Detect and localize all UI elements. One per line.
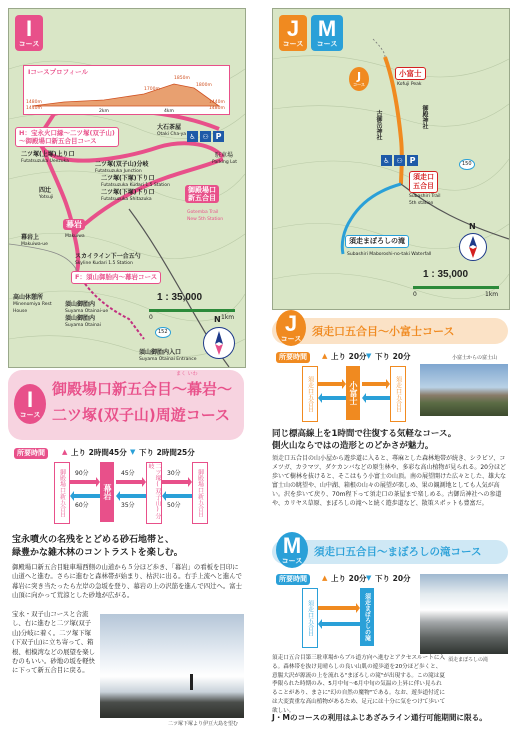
route-box-2: 幕岩 <box>100 462 114 522</box>
toilet-icon: ♿ <box>187 131 198 142</box>
course-j-photo-caption: 小富士からの富士山 <box>452 355 498 361</box>
j-small-word: コース <box>353 82 365 87</box>
label-upper: 二ツ塚(上塚)上り口 <box>21 151 75 158</box>
course-i-up <box>71 447 127 458</box>
course-i-up-label: 上り <box>71 448 86 457</box>
course-jm-map <box>272 8 510 310</box>
course-j-title-word: コース <box>280 335 302 343</box>
label-junction-en: Futatsuzuka Junction <box>95 169 142 174</box>
course-m-title-letter: M <box>282 533 302 558</box>
label-suyama-out-en: Suyama Otainai-ue <box>65 309 109 314</box>
m-up-arrow-icon: ▲ <box>322 574 328 582</box>
course-m-title-badge <box>276 532 308 568</box>
label-lower-lower-en: Futatsuzuka Shitazuka <box>101 197 152 202</box>
jm-scale-bar <box>413 286 499 289</box>
course-j-up-time: 20分 <box>348 352 367 361</box>
course-i-up-time: 2時間45分 <box>88 448 127 457</box>
profile-km1: 2km <box>99 109 109 114</box>
course-m-up-time: 20分 <box>348 574 367 583</box>
gotemba-tag-en: Gotemba Trail New 5th Station <box>187 210 224 222</box>
route-time-down-2: 35分 <box>121 502 135 509</box>
scale-bar <box>149 309 235 312</box>
course-m-title: 須走口五合目〜まぼろしの滝コース <box>314 546 482 558</box>
route-time-up-1: 90分 <box>75 470 89 477</box>
jm-compass-icon <box>459 233 487 261</box>
course-j-badge <box>279 15 307 51</box>
up-arrow-icon: ▲ <box>62 448 68 456</box>
course-i-route <box>8 460 244 526</box>
jm-scale-text: 1 : 35,000 <box>423 269 469 280</box>
course-j-body: 須走口五合目の山小屋から遊歩道に入ると、蕁麻とした森林地帯が続き、シラビソ、コメツガ、カラマツ、ダケカンバなどの原生林や、多彩な高山植物が見られる。20分ほど歩いて樹林を抜けると、そこはもう小富士の山頂。南の展望開けた広々とした、雄大な富士山の眺望や、山中湖、箱根の山々の展望が楽しめ、果の観測地としても人気が高い。沢を歩いて戻り、70m程下って須走口の茶屋まで楽しめる。古御岳神社への参道や、カリヤス草原、まぼろしの滝へと続く遊歩道など、散策スポットも豊富だ。 <box>272 455 507 507</box>
course-i-title-main: 御殿場口新五合目〜幕岩〜 <box>52 380 233 398</box>
lodge-tag: 須走口 五合目 <box>409 171 438 193</box>
lodge-tag-en: Subashiri Trail 5th station <box>409 194 441 206</box>
course-m-down <box>375 573 411 584</box>
m-route-arrows <box>276 586 406 650</box>
scale-zero: 0 <box>149 314 153 321</box>
jm-north-label: N <box>469 222 476 231</box>
j-route-arrows <box>276 364 416 424</box>
label-suyama-in: 須山御胎内 <box>65 315 96 322</box>
route-time-down-1: 60分 <box>75 502 89 509</box>
parking-icon: P <box>213 131 224 142</box>
label-suyama-entr-en: Suyama Otainai Entrance <box>139 357 197 362</box>
course-i-down-label: 下り <box>139 448 154 457</box>
profile-right1: 1440m <box>209 100 225 105</box>
course-j-title: 須走口五合目〜小富士コース <box>312 325 455 338</box>
course-m-down-time: 20分 <box>392 574 411 583</box>
course-i-profile-title: Iコースプロフィール <box>28 68 88 76</box>
course-j-badge-letter: J <box>286 16 300 41</box>
course-m-up-label: 上り <box>331 574 346 583</box>
route-h-label: H：宝永火口縁〜二ツ塚(双子山) 〜御殿場口新五合目コース <box>15 127 119 147</box>
label-skyline: スカイライン下一合五勺 <box>75 253 141 260</box>
j-small-letter: J <box>356 70 362 83</box>
jm-road-number: 150 <box>459 159 475 170</box>
course-j-up-label: 上り <box>331 352 346 361</box>
route-box-3: 二ツ塚(双子山)分岐 <box>146 462 162 524</box>
route-arrows <box>8 460 244 526</box>
profile-km2: 4km <box>164 109 174 114</box>
course-i-map <box>8 8 246 368</box>
route-time-down-3: 50分 <box>167 502 181 509</box>
course-m-body: 須走口五合目第三駐車場からブル道方向へ進むとアクセスルートに入る。森林帯を抜け見晴らしの良い山肌の遊歩道を20分ほど歩くと、意腸大沢が源流の上を流れる"まぼろしの滝"が出現する。この滝は夏季限られた時期のみ、5月中旬〜6月中旬の気温の上昇に伴い見られることがあり、まさに"幻の自然の魔物"である。なお、遊歩道付近には大変貴重な高山植物があるため、足元には十分に気をつけて歩いて欲しい。 <box>272 655 446 714</box>
label-suyama-out: 須山御胎内 <box>65 301 96 308</box>
course-m-up <box>331 573 367 584</box>
profile-top-a: 1850m <box>174 76 190 81</box>
label-suyama-in-en: Suyama Otainai <box>65 323 101 328</box>
label-lower-down: 二ツ塚(下塚)下り口 <box>101 175 155 182</box>
label-minenomiya-en: Minenomiya Rest House <box>13 302 52 314</box>
jm-restroom-icon: ⚇ <box>394 155 405 166</box>
profile-right2: 1480m <box>209 106 225 111</box>
scale-one: 1km <box>221 314 235 321</box>
course-i-badge-letter: I <box>25 16 33 41</box>
jm-parking-icon: P <box>407 155 418 166</box>
route-f-label: F：須山御胎内〜幕岩コース <box>71 271 161 284</box>
j-route-box-2: 小富士 <box>346 366 360 420</box>
course-i-badge-word: コース <box>18 40 40 48</box>
course-j-down-label: 下り <box>375 352 390 361</box>
scale-text: 1 : 35,000 <box>157 292 203 303</box>
kofuji-tag: 小富士 <box>395 67 426 80</box>
course-j-lead: 同じ標高線上を1時間で往復する気軽なコース。 側火山ならではの造形とのどかさが魅力。 <box>272 429 457 451</box>
course-m-photo <box>420 574 508 654</box>
course-j-badge-word: コース <box>282 40 304 48</box>
waterfall-tag-en: Subashiri Maboroshi-no-taki Waterfall <box>347 252 432 257</box>
course-i-profile-graph <box>24 66 229 114</box>
gotemba-tag: 御殿場口 新五合目 <box>185 185 219 203</box>
course-i-title-word: コース <box>19 411 41 419</box>
course-j-photo <box>420 364 508 416</box>
jm-scale-one: 1km <box>485 291 499 298</box>
profile-left2: 1440m <box>26 106 42 111</box>
course-i-title-sub: 二ツ塚(双子山)周遊コース <box>52 406 230 424</box>
route-box-4: 御殿場口新五合目 <box>192 462 208 524</box>
route-time-up-2: 45分 <box>121 470 135 477</box>
course-i-down <box>139 447 195 458</box>
shrine-label-2: 御殿神社 <box>421 105 428 129</box>
course-j-time-label: 所要時間 <box>276 352 310 363</box>
course-jm-footer: J・Mのコースの利用はふじあざみライン通行可能期間に限る。 <box>272 713 487 722</box>
course-m-photo-caption: 須走まぼろしの滝 <box>448 657 489 663</box>
course-m-down-label: 下り <box>375 574 390 583</box>
jm-scale-zero: 0 <box>413 291 417 298</box>
profile-left1: 1480m <box>26 100 42 105</box>
course-j-title-badge <box>276 310 306 346</box>
course-m-badge-word: コース <box>316 40 338 48</box>
course-i-photo <box>100 614 244 718</box>
label-skyline-en: Skyline Kudari 1.5 Station <box>75 261 133 266</box>
label-makuiwa-ue-en: Makuiwa-ue <box>21 242 48 247</box>
down-arrow-icon: ▼ <box>130 448 136 456</box>
course-i-photo-caption: 二ツ塚下塚より伊豆大島を望む <box>168 721 239 727</box>
course-i-profile <box>23 65 230 115</box>
course-j-title-letter: J <box>284 311 298 336</box>
course-i-lead: 宝永噴火の名残をとどめる砂石地帯と、 緑豊かな雑木林のコントラストを楽しむ。 <box>12 535 183 558</box>
makuiwa-tag-en: Makuiwa <box>65 234 85 239</box>
label-upper-en: Futatsuzuka Ueezuka <box>21 159 69 164</box>
course-i-title-letter: I <box>26 387 34 412</box>
route-box-1: 御殿場口新五合目 <box>54 462 70 524</box>
j-up-arrow-icon: ▲ <box>322 352 328 360</box>
label-makuiwa-ue: 幕岩上 <box>21 234 40 241</box>
profile-mid: 1700m <box>144 87 160 92</box>
course-i-ruby: まく いわ <box>176 371 198 377</box>
label-yotsu-en: Yotsuji <box>39 195 54 200</box>
course-m-route <box>276 586 406 650</box>
m-route-box-1: 須走口五合目 <box>302 588 318 648</box>
north-label: N <box>214 315 221 324</box>
course-i-time-label: 所要時間 <box>14 448 48 459</box>
course-i-badge <box>15 15 43 51</box>
kofuji-tag-en: Kofuji Peak <box>397 82 422 87</box>
course-i-body-2: 宝永・双子山コースと合流し、右に進むと二ツ塚(双子山)分岐に着く。二ツ塚下塚(下双子山)に立ち寄って、箱根、相模湾などの展望を楽しむのもいい。砂地の坂を軽快に下って新五合目に戻る。 <box>12 610 96 675</box>
label-yotsu: 四辻 <box>39 187 52 194</box>
course-j-route <box>276 364 416 424</box>
label-lower-down-en: Futatsuzuka Kudari 1.5 Station <box>101 183 170 188</box>
label-junction: 二ツ塚(双子山)分岐 <box>95 161 149 168</box>
course-j-small-badge <box>349 67 369 91</box>
j-route-box-3: 須走口五合目 <box>390 366 406 422</box>
label-otaki-en: Otaki Cha-ya <box>157 132 187 137</box>
m-down-arrow-icon: ▼ <box>366 574 372 582</box>
makuiwa-tag: 幕岩 <box>63 219 85 230</box>
label-minenomiya: 高山休憩所 <box>13 294 44 301</box>
label-parking: 駐車場 <box>215 152 234 159</box>
road-number: 152 <box>155 327 171 338</box>
jm-facility-icons <box>381 155 418 166</box>
label-lower-lower: 二ツ塚(下塚)下り口 <box>101 189 155 196</box>
course-i-body-1: 御殿場口新五合目駐車場西側の山道から５分ほど歩き、「幕岩」の看板を目印に山道へと進む。さらに進むと森林帯が始まり、枯沢に出る。右手上流へと進んで幕岩に突き当たったら左岸の急坂を登り、幕岩の上の沢筋を進んで四辻へ。富士山頂に向かって荒涼とした砂地が広がる。 <box>12 563 243 600</box>
course-i-down-time: 2時間25分 <box>156 448 195 457</box>
course-m-time-label: 所要時間 <box>276 574 310 585</box>
route-time-up-3: 30分 <box>167 470 181 477</box>
facility-icons <box>187 131 224 142</box>
compass-icon <box>203 327 235 359</box>
label-parking-en: Parking Lot <box>212 160 238 165</box>
waterfall-tag: 須走まぼろしの滝 <box>345 235 409 248</box>
course-m-badge-letter: M <box>317 16 337 41</box>
profile-top-b: 1800m <box>196 83 212 88</box>
label-otaki: 大石茶屋 <box>157 124 182 131</box>
course-j-down <box>375 351 411 362</box>
restroom-icon: ⚇ <box>200 131 211 142</box>
j-route-box-1: 須走口五合目 <box>302 366 318 422</box>
j-down-arrow-icon: ▼ <box>366 352 372 360</box>
label-suyama-entr: 須山御胎内入口 <box>139 349 182 356</box>
course-i-title-badge <box>14 384 46 424</box>
shrine-label: 古御岳神社 <box>375 110 382 140</box>
jm-toilet-icon: ♿ <box>381 155 392 166</box>
m-route-box-2: 須走まぼろしの滝 <box>360 588 374 646</box>
course-j-down-time: 20分 <box>392 352 411 361</box>
course-j-up <box>331 351 367 362</box>
course-m-title-word: コース <box>281 557 303 565</box>
course-m-badge <box>311 15 343 51</box>
